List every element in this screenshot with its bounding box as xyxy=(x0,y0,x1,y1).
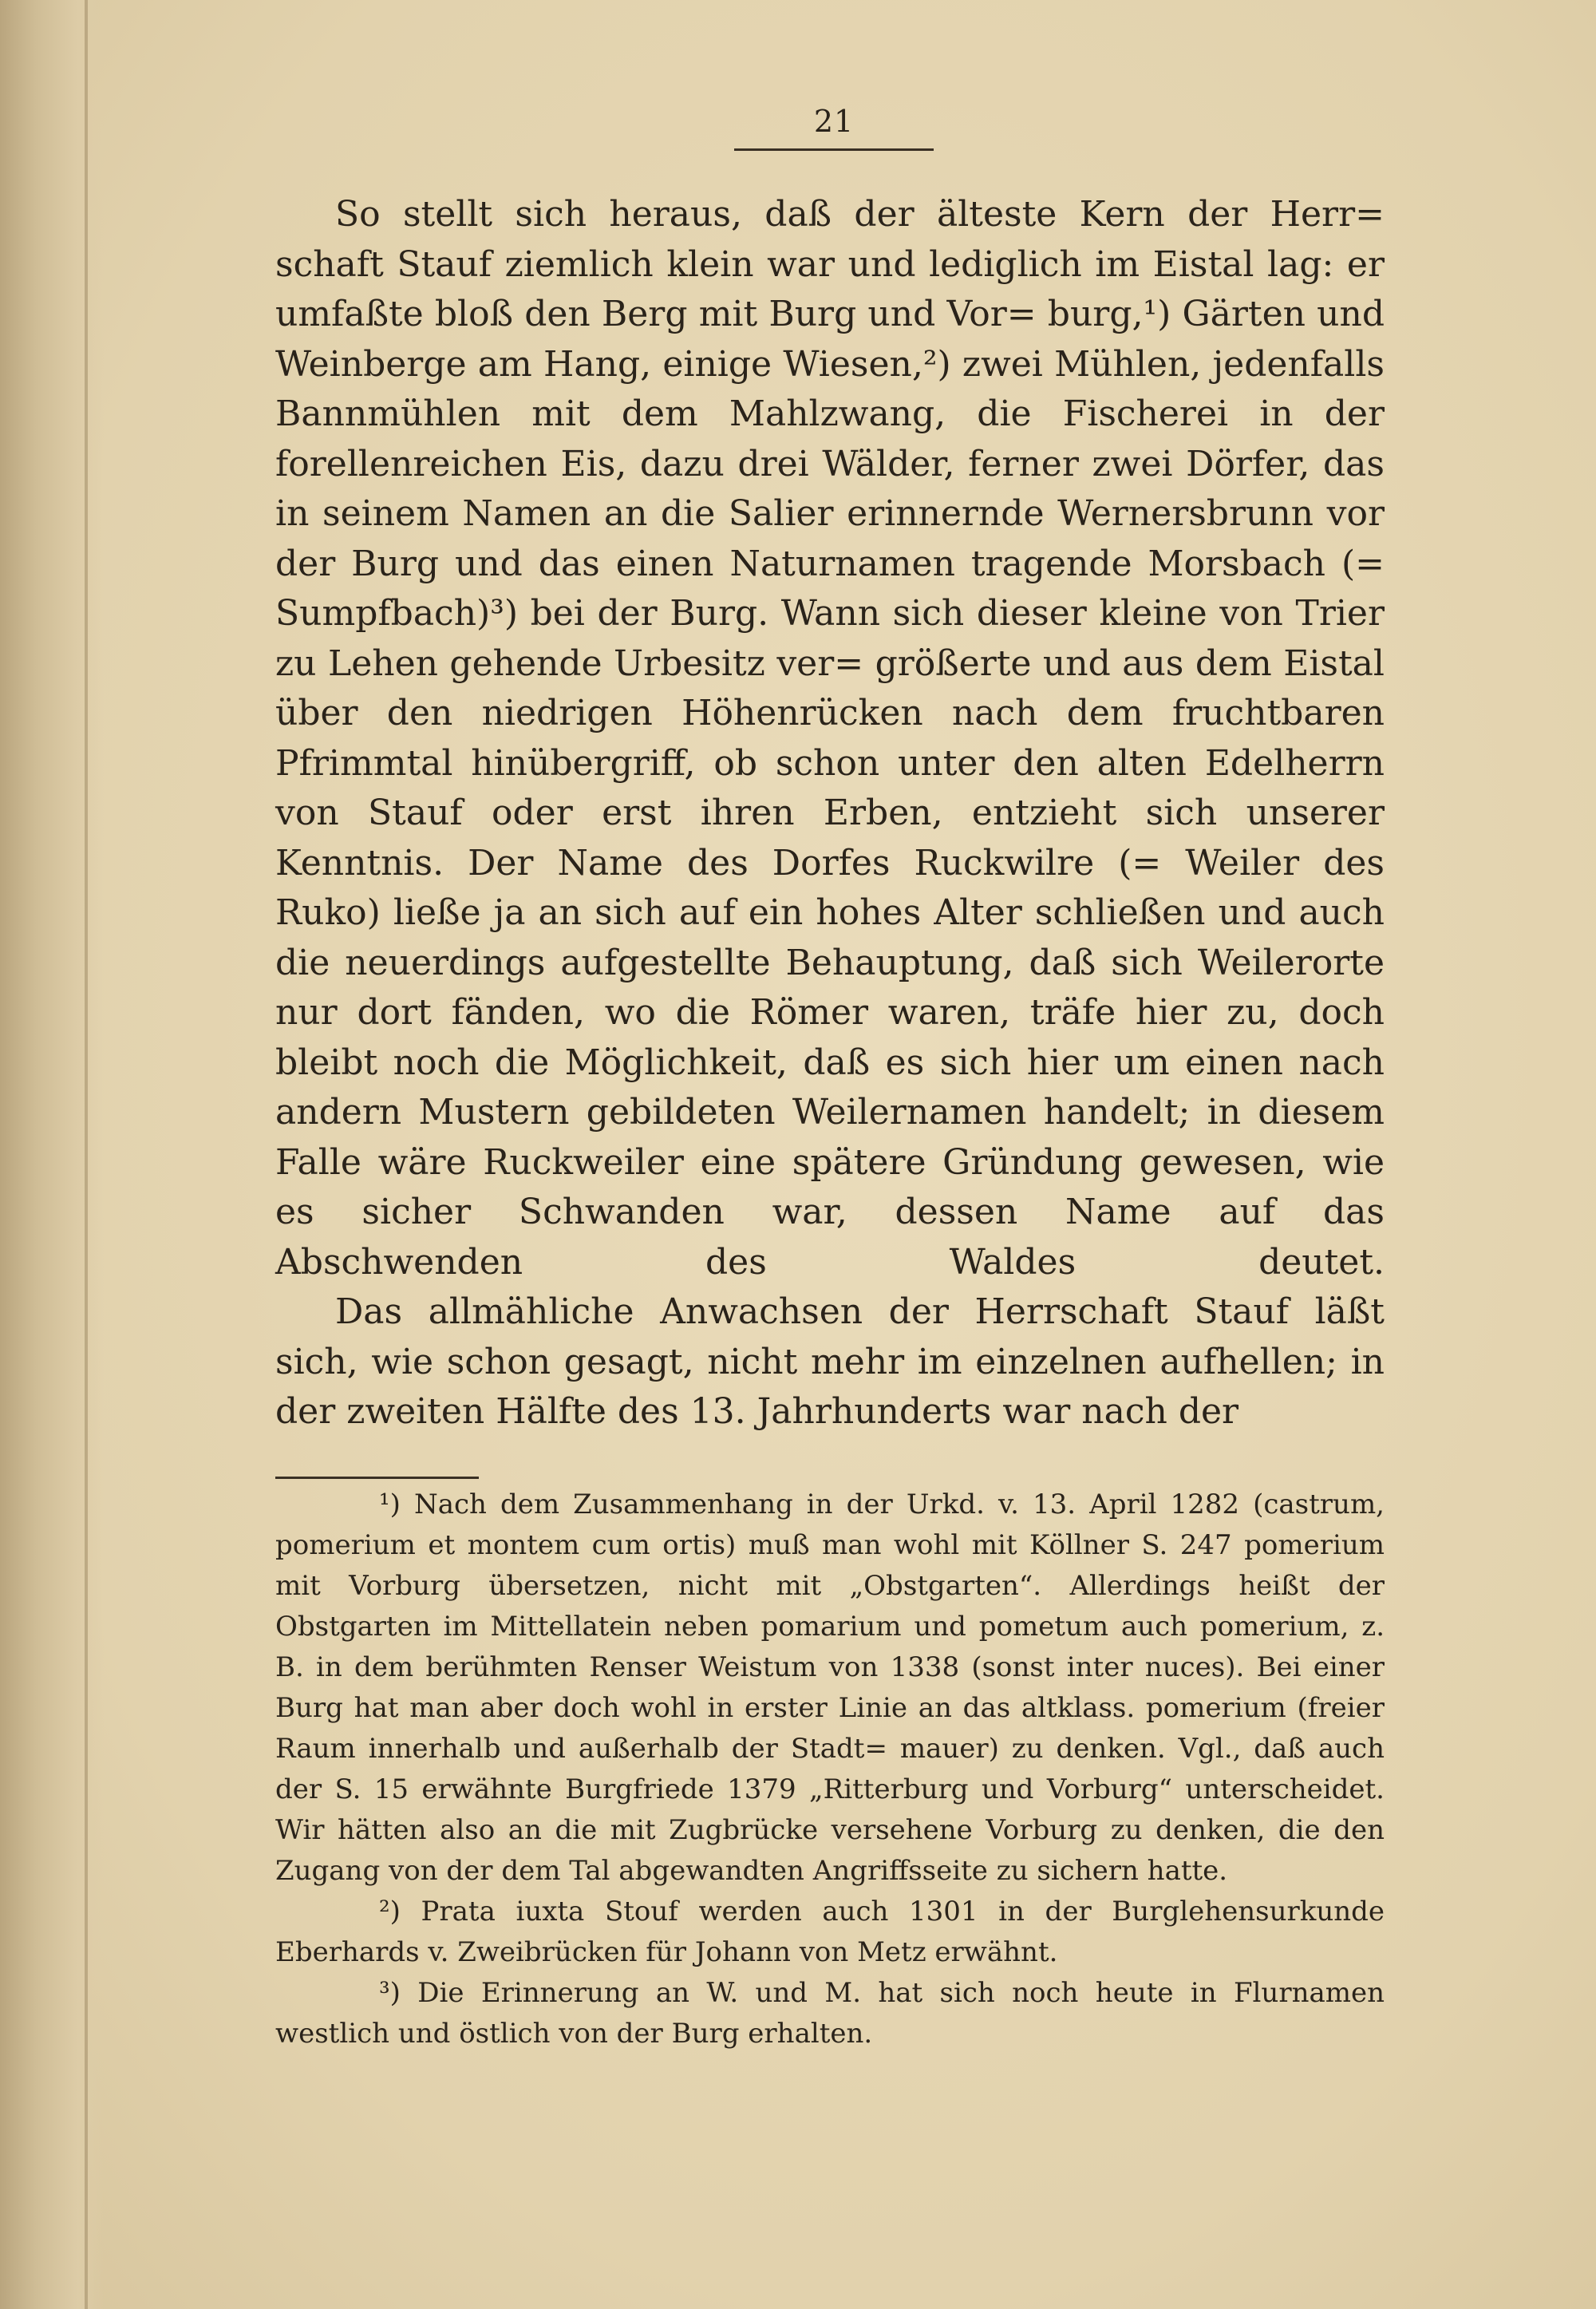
page-gutter-shadow xyxy=(0,0,104,2309)
main-text xyxy=(275,190,1385,1437)
paragraph-1: So stellt sich heraus, daß der älteste Kern der Herr= schaft Stauf ziemlich klein war und lediglich im Eistal lag: er umfaßte bloß den Berg mit Burg und Vor= burg,¹) Gärten und Weinberge am Hang, einige Wiesen,²) zwei Mühlen, jedenfalls Bannmühlen mit dem Mahlzwang, die Fischerei in der forellenreichen Eis, dazu drei Wälder, ferner zwei Dörfer, das in seinem Namen an die Salier erinnernde Wernersbrunn vor der Burg und das einen Naturnamen tragende Morsbach (= Sumpfbach)³) bei der Burg. Wann sich dieser kleine von Trier zu Lehen gehende Urbesitz ver= größerte und aus dem Eistal über den niedrigen Höhenrücken nach dem fruchtbaren Pfrimmtal hinübergriff, ob schon unter den alten Edelherrn von Stauf oder erst ihren Erben, entzieht sich unserer Kenntnis. Der Name des Dorfes Ruckwilre (= Weiler des Ruko) ließe ja an sich auf ein hohes Alter schließen und auch die neuerdings aufgestellte Behauptung, daß sich Weilerorte nur dort fänden, wo die Römer waren, träfe hier zu, doch bleibt noch die Möglichkeit, daß es sich hier um einen nach andern Mustern gebildeten Weilernamen handelt; in diesem Falle wäre Ruckweiler eine spätere Gründung gewesen, wie es sicher Schwanden war, dessen Name auf das Abschwenden des Waldes deutet. xyxy=(275,194,1385,1283)
footnote-2: ²) Prata iuxta Stouf werden auch 1301 in der Burglehensurkunde Eberhards v. Zweibrücken für Johann von Metz erwähnt. xyxy=(275,1896,1385,1968)
footnote-3: ³) Die Erinnerung an W. und M. hat sich noch heute in Flurnamen westlich und östlich von der Burg erhalten. xyxy=(275,1977,1385,2050)
footnote-rule xyxy=(275,1477,479,1479)
footnotes xyxy=(275,1485,1385,2054)
binding-edge xyxy=(85,0,88,2309)
footnote-1: ¹) Nach dem Zusammenhang in der Urkd. v. 13. April 1282 (castrum, pomerium et montem cum ortis) muß man wohl mit Köllner S. 247 pomerium mit Vorburg übersetzen, nicht mit „Obstgarten“. Allerdings heißt der Obstgarten im Mittellatein neben pomarium und pometum auch pomerium, z. B. in dem berühmten Renser Weistum von 1338 (sonst inter nuces). Bei einer Burg hat man aber doch wohl in erster Linie an das altklass. pomerium (freier Raum innerhalb und außerhalb der Stadt= mauer) zu denken. Vgl., daß auch der S. 15 erwähnte Burgfriede 1379 „Ritterburg und Vorburg“ unterscheidet. Wir hätten also an die mit Zugbrücke versehene Vorburg zu denken, die den Zugang von der dem Tal abgewandten Angriffsseite zu sichern hatte. xyxy=(275,1489,1385,1887)
paragraph-2: Das allmähliche Anwachsen der Herrschaft Stauf läßt sich, wie schon gesagt, nicht mehr im einzelnen aufhellen; in der zweiten Hälfte des 13. Jahrhunderts war nach der xyxy=(275,1291,1385,1432)
header-rule xyxy=(734,148,934,151)
page-number: 21 xyxy=(813,104,855,139)
